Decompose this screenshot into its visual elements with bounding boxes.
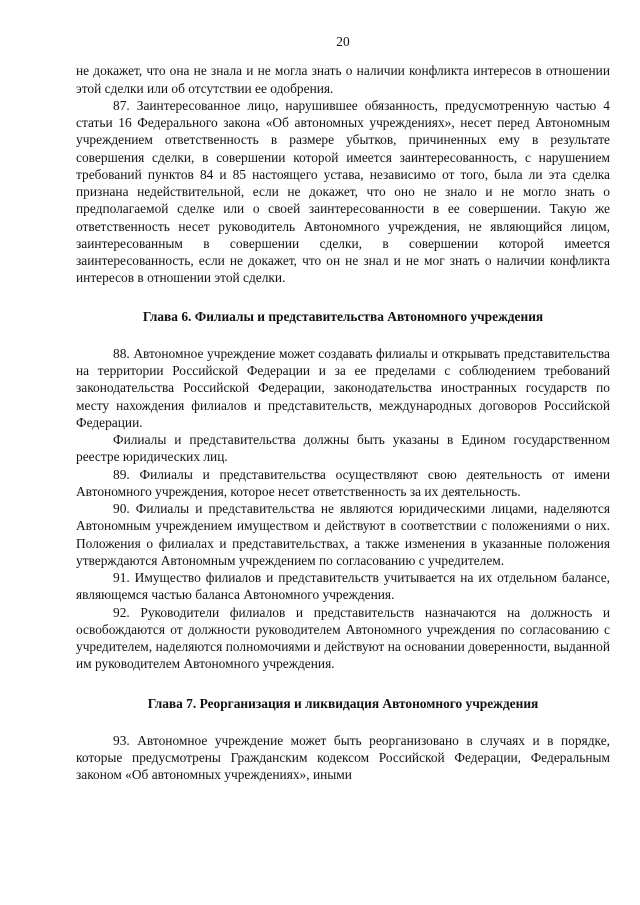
paragraph-87: 87. Заинтересованное лицо, нарушившее обязанность, предусмотренную частью 4 статьи 16 Федерального закона «Об автономных учреждениях», несет перед Автономным учреждением ответственность в размере убытков, причиненных ему в результате совершения сделки, в совершении которой имеется заинтересованность, с нарушением требований пунктов 84 и 85 настоящего устава, независимо от того, была ли эта сделка признана недействительной, если не докажет, что оно не знало и не могло знать о предполагаемой сделке или о своей заинтересованности в ее совершении. Такую же ответственность несет руководитель Автономного учреждения, не являющийся лицом, заинтересованным в совершении сделки, в совершении которой имеется заинтересованность, если не докажет, что он не знал и не мог знать о наличии конфликта интересов в отношении этой сделки. (76, 97, 610, 286)
chapter-7-heading: Глава 7. Реорганизация и ликвидация Автономного учреждения (147, 695, 539, 711)
paragraph-92: 92. Руководители филиалов и представительств назначаются на должность и освобождаются от должности руководителем Автономного учреждения по согласованию с учредителем, наделяются полномочиями и действуют на основании доверенности, выданной им руководителем Автономного учреждения. (76, 604, 610, 672)
page-number: 20 (336, 34, 350, 49)
paragraph-90: 90. Филиалы и представительства не являются юридическими лицами, наделяются Автономным учреждением имуществом и действуют в соответствии с положениями о них. Положения о филиалах и представительствах, а также изменения в указанные положения утверждаются Автономным учреждением по согласованию с учредителем. (76, 501, 610, 568)
paragraph-continuation: не докажет, что она не знала и не могла знать о наличии конфликта интересов в отношении этой сделки или об отсутствии ее одобрения. (76, 63, 610, 96)
paragraph-89: 89. Филиалы и представительства осуществляют свою деятельность от имени Автономного учреждения, которое несет ответственность за их деятельность. (76, 466, 610, 499)
paragraph-88: 88. Автономное учреждение может создавать филиалы и открывать представительства на территории Российской Федерации и за ее пределами с соблюдением требований законодательства Российской Федерации, законодательства иностранных государств по месту нахождения филиалов и представительств, международных договоров Российской Федерации. (76, 345, 610, 430)
paragraph-91: 91. Имущество филиалов и представительств учитывается на их отдельном балансе, являющемся частью баланса Автономного учреждения. (76, 570, 610, 603)
chapter-6-heading: Глава 6. Филиалы и представительства Автономного учреждения (142, 308, 544, 324)
paragraph-93: 93. Автономное учреждение может быть реорганизовано в случаях и в порядке, которые предусмотрены Гражданским кодексом Российской Федерации, Федеральным законом «Об автономных учреждениях», иными (76, 732, 610, 783)
paragraph-88-registry: Филиалы и представительства должны быть указаны в Едином государственном реестре юридических лиц. (76, 432, 610, 465)
